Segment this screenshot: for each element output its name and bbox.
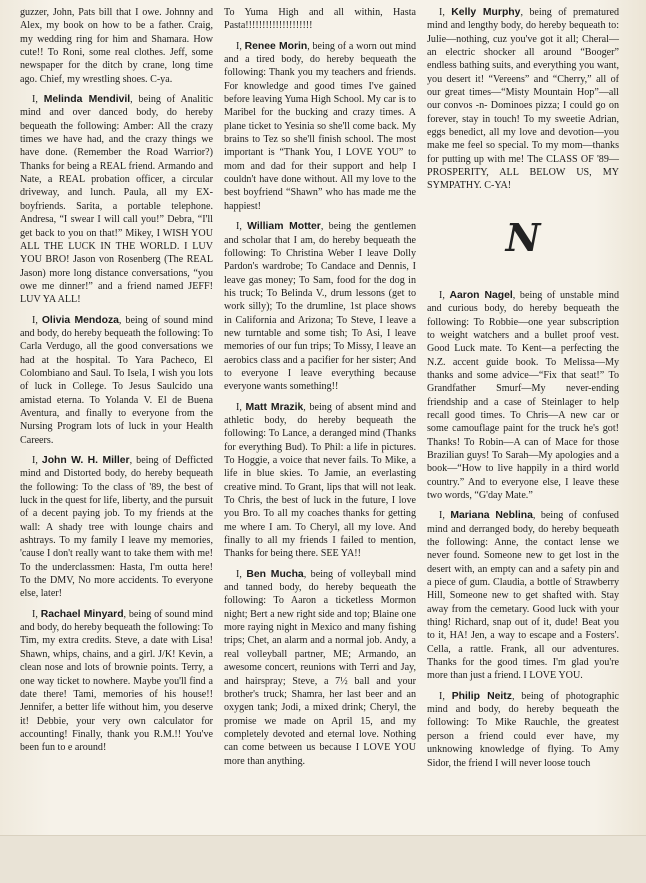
senior-name: Kelly Murphy [451, 7, 521, 18]
will-entry [224, 220, 416, 393]
entry-text: , being of sound mind and body, do hereby bequeath the following: To Carla Verdugo, all the good conversations we had at the hospital. To Yara Pacheco, El Colombiano and Saul. To Isela, I wish you lots of luck in College. To Jesus Saulcido una amistad eterna. To Yolanda V. El de Buena Aventura, and finally to everyone from the Nursing Program lots of luck in your Health Careers. [20, 314, 213, 446]
entry-prefix: I, [32, 94, 44, 106]
column-3 [427, 6, 619, 777]
entry-prefix: I, [236, 401, 246, 413]
entry-text: , being of a worn out mind and a tired body, do hereby bequeath the following: Thank you my teachers and friends. For knowledge and good times I've gained before leaving Yuma High School. My car is to Maribel for the bucking and crazy times. A plane ticket to Yesinia so she'll come back. My brains to Tez so she'll finish school. The most important is “Thank You, I LOVE YOU” to mom and dad for their support and help I couldn't have done without. All my love to the best boyfriend “Shawn” who has made me the happiest! [224, 40, 416, 212]
will-entry [20, 6, 213, 86]
will-entry [427, 690, 619, 770]
entry-text: , being of Defficted mind and Distorted body, do hereby bequeath the following: To the class of '89, the best of luck in the quest for life, liberty, and the pursuit of a decent paying job. To my friends at the wall: A shady tree with lounge chairs and ashtrays. To my family I leave my memories, 'cause I don't really want to take them with me! To the underclassmen: Hasta, I'm outta here! To the DMV, No more accidents. To everyone else, later! [20, 455, 213, 600]
senior-name: Philip Neitz [451, 690, 512, 702]
entry-text: , being of prematured mind and lengthy body, do hereby bequeath to: Julie—nothing, cuz you've got it all; Cheral—an electric shocker all around “Booger” endless bathing suits, and everything you want, you desert it! “Vereens” and “Cherry,” all of our great times—“Misty Mountain Hop”—all our convos -n- Dominoes pizza; I could go on forever, stay in touch! To my sweetie Adrian, eggs benedict, all my love and devotion—you make me feel so special. To my mom—thanks for putting up with me! The CLASS OF '89—PROSPERITY, ALL BELOW US, MY SYMPATHY. C-YA! [427, 7, 619, 192]
column-2 [224, 6, 416, 775]
entry-text: , being of Analitic mind and over danced body, do hereby bequeath the following: Amber: All the crazy times we have had, and the crazy things we have done. (Remember the Road Warrior?) Thanks for being a REAL friend. Armando and Nate, a REAL probation officer, a circular driveway, and lunch. Paula, all my EX-boyfriends. Sarita, a portable telephone. Andresa, “I swear I will call you!” Debra, “I'll get back to you on that!” Mikey, I WISH YOU ALL THE LUCK IN THE WORLD. I LUV YOU BRO! Jason von Rosenberg (The REAL Jason) more long distance conversations, “you owe me dinner!” and a friend named JEFF! LUV YA ALL! [20, 94, 213, 306]
column-1 [20, 6, 213, 762]
senior-name: Ben Mucha [246, 568, 304, 580]
senior-name: William Motter [247, 221, 321, 233]
senior-name: Olivia Mendoza [41, 314, 119, 326]
entry-prefix: I, [32, 608, 41, 620]
entry-text: , being the gentlemen and scholar that I am, do hereby bequeath the following: To Christina Weber I leave Dolly Pardon's wardrobe; To Candace and Dennis, I leave gas money; To Sam, food for the dog in his truck; To Belinda V., drum lessons (get to work silly); To the drumline, 1st place shows in California and Arizona; To Steve, I leave a new turntable and some tish; To Asi, I leave memories of our fun trips; To Missy, I leave an aerobics class and a pacifier for her sister; And to everyone I leave everything because everyone wants something!! [224, 221, 416, 393]
will-entry [224, 6, 416, 33]
senior-name: Matt Mrazik [245, 401, 304, 413]
entry-text: To Yuma High and all within, Hasta Pasta!!!!!!!!!!!!!!!!!!!! [224, 7, 416, 32]
entry-prefix: I, [32, 314, 42, 326]
section-letter-ornament: N [505, 214, 541, 260]
senior-name: Rachael Minyard [40, 608, 124, 620]
entry-prefix: I, [439, 690, 452, 702]
senior-name: Renee Morin [244, 40, 308, 52]
senior-name: John W. H. Miller [41, 455, 130, 466]
entry-prefix: I, [32, 455, 42, 466]
senior-name: Melinda Mendivil [43, 94, 131, 106]
will-entry [427, 509, 619, 682]
entry-prefix: I, [439, 7, 452, 18]
will-entry [427, 289, 619, 503]
page-bottom-margin [0, 835, 646, 883]
entry-prefix: I, [236, 40, 245, 52]
entry-text: , being of confused mind and derranged body, do hereby bequeath the following: Anne, the contact lense we never found. Someone new to get lost in the desert with, an empty can and a safety pin and a piece of gum. Claudia, a bottle of Strawberry Hill, Someone new to get shafted with. Stay away from the cemetary. Good luck with your thing! Richard, snap out of it, dude! Beat you to it, HA! Jen, a way to escape and a Fosters'. Cella, a rattle. Frank, all our adventures. Thanks for the good times. I'm glad you're more than just a friend. I LOVE YOU. [427, 510, 619, 682]
will-entry [20, 314, 213, 447]
entry-prefix: I, [236, 221, 248, 233]
will-entry [427, 6, 619, 193]
entry-text: , being of unstable mind and curious body, do hereby bequeath the following: To Robbie—one year subscription to weight watchers and a bullet proof vest. Good Luck mate. To Kent—a perfecting the N.Z. accent guide book. To Melissa—My thanks and some advice—“Fix that seat!” To Grandfather Smurf—My never-ending friendship and a case of Steinlager to help recall good times. To Chris—A new car or some camouflage paint for the truck he's got! Thanks! To Robin—A can of Mace for those Brazilian guys! To Sarah—My apologies and a book—“How to live happily in a third world country.” And to everyone else, I leave these two words, “G'day Mate.” [427, 289, 619, 501]
entry-text: , being of photographic mind and body, do hereby bequeath the following: To Mike Rauchle, the greatest person a friend could ever have, my unknowing knowledge of flying. To Amy Sidor, the friend I will never loose touch [427, 690, 619, 769]
entry-prefix: I, [236, 568, 247, 580]
entry-text: , being of absent mind and athletic body, do hereby bequeath the following: To Lance, a deranged mind (Thanks for everything Bud). To Phil: a life in pictures. To Hoggie, a voice that never fails. To Mike, a life in blue skies. To Jamie, an everlasting creative mind. To Grant, lips that will not leak. To Chris, the best of luck in the future, I love you Bro. To all my coaches thanks for getting me where I am. To Cheryl, all my love. And finally to all my friends I failed to mention, Thanks for being there. SEE YA!! [224, 401, 416, 560]
will-entry [224, 40, 416, 213]
senior-name: Mariana Neblina [450, 510, 533, 522]
will-entry [224, 401, 416, 561]
entry-prefix: I, [439, 510, 451, 522]
will-entry [20, 454, 213, 601]
senior-name: Aaron Nagel [449, 289, 513, 301]
will-entry [20, 608, 213, 755]
will-entry [224, 568, 416, 768]
entry-prefix: I, [439, 289, 450, 301]
will-entry [20, 93, 213, 307]
entry-text: , being of sound mind and body, do hereby bequeath the following: To Tim, my extra credits. Steve, a date with Lisa! Shawn, whips, chains, and a girl. J/K! Kevin, a clean nose and lots of brownie points. Terry, a one way ticket to nowhere. Maybe you'll find a date there! Tami, memories of his house!! Jennifer, a better life without him, you deserve it! Debbie, your very own calculator for accounting! Finally, thank you R.M.!! You've been fun to e around! [20, 608, 213, 754]
entry-text: guzzer, John, Pats bill that I owe. Johnny and Alex, my book on how to be a father. Craig, my wedding ring for him and Shamara. How cute!! To Roni, some real clothes. Jeff, some newspaper for the ditch by crane, long time ago. Chief, my wrestling shoes. C-ya. [20, 7, 213, 85]
entry-text: , being of volleyball mind and tanned body, do hereby bequeath the following: To Aaron a ticketless Mormon night; Bert a new right side and top; Blaine one more raying night in Mexico and many fishing trips; Chet, an alarm and a normal job. Andy, a real volleyball partner, ME; Armando, an awesome concert, reunions with Terri and Jay, and hairspray; Steve, a 7½ ball and your brother's truck; Shamra, her last beer and an oxygen tank; Jodi, a mixed drink; Cheryl, the promise we made on April 15, and my completely devoted and eternal love. Nothing can come between us because I LOVE YOU more than anything. [224, 568, 416, 767]
